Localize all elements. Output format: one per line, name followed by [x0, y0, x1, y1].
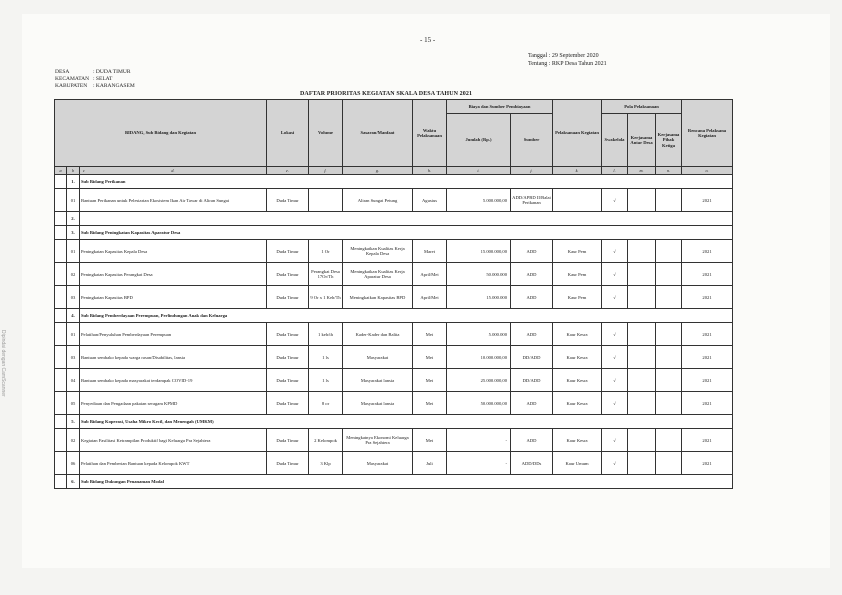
- table-row: [55, 369, 733, 392]
- section-name: Sub Bidang Dukungan Penanaman Modal: [80, 475, 733, 489]
- table-row: [55, 323, 733, 346]
- funding-source: DD/ADD: [511, 346, 553, 369]
- section-name: Sub Bidang Peningkatan Kapasitas Aparatur Desa: [80, 226, 733, 240]
- funding-source: ADD: [511, 263, 553, 286]
- activity-target: Masyarakat lansia: [343, 369, 413, 392]
- activity-amount: 25.000.000,00: [447, 369, 511, 392]
- antar-desa-cell: [628, 189, 656, 212]
- activity-location: Duda Timur: [267, 429, 309, 452]
- antar-desa-cell: [628, 429, 656, 452]
- activity-volume: 1 ls: [309, 346, 343, 369]
- activity-target: Masyarakat: [343, 452, 413, 475]
- activity-time: Mei: [413, 369, 447, 392]
- section-spacer: [55, 175, 67, 189]
- activity-code: 04: [67, 369, 80, 392]
- antar-desa-cell: [628, 369, 656, 392]
- activity-executor: Kaur Pem: [553, 263, 602, 286]
- header-rencana: Rencana Pelaksana Kegiatan: [682, 100, 733, 167]
- table-row: [55, 240, 733, 263]
- tanggal-value: : 29 September 2020: [548, 53, 599, 59]
- section-spacer: [55, 475, 67, 489]
- funding-source: ADD/DDs: [511, 452, 553, 475]
- activity-amount: 10.000.000,00: [447, 346, 511, 369]
- activity-name: Peningkatan Kapasitas Kepala Desa: [80, 240, 267, 263]
- section-row: [55, 212, 733, 226]
- section-number: 5.: [67, 415, 80, 429]
- funding-source: ADD: [511, 240, 553, 263]
- activity-target: Meningkatkan Kapasitas BPD: [343, 286, 413, 309]
- document-meta: [528, 52, 607, 68]
- row-spacer: [55, 263, 67, 286]
- activity-amount: 5.000.000: [447, 323, 511, 346]
- location-key: KABUPATEN: [55, 83, 88, 89]
- activity-name: Pelatihan dan Pemberian Bantuan kepada Kelompok KWT: [80, 452, 267, 475]
- plan-year: 2021: [682, 240, 733, 263]
- swakelola-check: √: [602, 323, 628, 346]
- antar-desa-cell: [628, 240, 656, 263]
- header-antar-desa: Kerjasama Antar Desa: [628, 114, 656, 167]
- activity-location: Duda Timur: [267, 392, 309, 415]
- column-letter: n.: [656, 167, 682, 175]
- activity-amount: 50.000.000,00: [447, 392, 511, 415]
- activity-volume: 1 ls: [309, 369, 343, 392]
- priority-table: [54, 99, 733, 489]
- section-spacer: [55, 309, 67, 323]
- row-spacer: [55, 323, 67, 346]
- column-letter: j.: [511, 167, 553, 175]
- activity-target: Masyarakat lansia: [343, 392, 413, 415]
- header-pelaksana: Pelaksanaan Kegiatan: [553, 100, 602, 167]
- section-row: [55, 475, 733, 489]
- section-number: 1.: [67, 175, 80, 189]
- plan-year: 2021: [682, 452, 733, 475]
- pihak-ketiga-cell: [656, 369, 682, 392]
- activity-amount: 50.000.000: [447, 263, 511, 286]
- activity-name: Pelatihan/Penyuluhan Pemberdayaan Perempuan: [80, 323, 267, 346]
- activity-executor: Kaur Kesra: [553, 323, 602, 346]
- activity-amount: 15.000.000: [447, 286, 511, 309]
- column-letter-row: [55, 167, 733, 175]
- section-spacer: [55, 226, 67, 240]
- row-spacer: [55, 189, 67, 212]
- activity-time: Mei: [413, 346, 447, 369]
- pihak-ketiga-cell: [656, 286, 682, 309]
- plan-year: 2021: [682, 263, 733, 286]
- row-spacer: [55, 429, 67, 452]
- column-letter: c: [83, 168, 85, 173]
- antar-desa-cell: [628, 452, 656, 475]
- activity-name: Kegiatan Fasilitasi Ketrampilan Produktif bagi Keluarga Pra Sejahtera: [80, 429, 267, 452]
- funding-source: ADD: [511, 323, 553, 346]
- activity-executor: Kaur Umum: [553, 452, 602, 475]
- activity-name: Peningkatan Kapasitas BPD: [80, 286, 267, 309]
- activity-code: 01: [67, 323, 80, 346]
- activity-code: 02: [67, 263, 80, 286]
- activity-location: Duda Timur: [267, 263, 309, 286]
- table-row: [55, 189, 733, 212]
- section-name: Sub Bidang Koperasi, Usaha Mikro Kecil, dan Menengah (UMKM): [80, 415, 733, 429]
- location-key: DESA: [55, 69, 70, 75]
- header-swakelola: Swakelola: [602, 114, 628, 167]
- swakelola-check: √: [602, 452, 628, 475]
- location-key: KECAMATAN: [55, 76, 90, 82]
- activity-location: Duda Timur: [267, 346, 309, 369]
- activity-target: Aliran Sungai Petung: [343, 189, 413, 212]
- activity-name: Penyediaan dan Pengadaan pakaian seragam KPMD: [80, 392, 267, 415]
- activity-volume: 9 Or x 1 Keh/Th: [309, 286, 343, 309]
- activity-amount: -: [447, 429, 511, 452]
- activity-executor: Kaur Kesra: [553, 429, 602, 452]
- activity-volume: 2 Kelompok: [309, 429, 343, 452]
- funding-source: ADD: [511, 429, 553, 452]
- activity-executor: Kaur Pem: [553, 286, 602, 309]
- activity-time: Juli: [413, 452, 447, 475]
- header-waktu: Waktu Pelaksanaan: [413, 100, 447, 167]
- section-name: Sub Bidang Perikanan: [80, 175, 733, 189]
- activity-amount: 15.000.000,00: [447, 240, 511, 263]
- activity-target: Meningkatkan Kualitas Kerja Kepala Desa: [343, 240, 413, 263]
- activity-code: 02: [67, 429, 80, 452]
- column-letter: a: [55, 167, 67, 175]
- activity-volume: 3 Klp: [309, 452, 343, 475]
- row-spacer: [55, 346, 67, 369]
- activity-name: Peningkatan Kapasitas Perangkat Desa: [80, 263, 267, 286]
- section-spacer: [55, 415, 67, 429]
- header-sasaran: Sasaran/Manfaat: [343, 100, 413, 167]
- plan-year: 2021: [682, 346, 733, 369]
- swakelola-check: √: [602, 369, 628, 392]
- funding-source: DD/ADD: [511, 369, 553, 392]
- activity-name: Bantuan sembako kepada masyarakat terdampak COVID-19: [80, 369, 267, 392]
- header-jumlah: Jumlah (Rp.): [447, 114, 511, 167]
- table-body: [55, 167, 733, 489]
- pihak-ketiga-cell: [656, 452, 682, 475]
- section-spacer: [55, 212, 67, 226]
- section-name: [80, 212, 733, 226]
- row-spacer: [55, 452, 67, 475]
- pihak-ketiga-cell: [656, 392, 682, 415]
- table-title: DAFTAR PRIORITAS KEGIATAN SKALA DESA TAHUN 2021: [300, 91, 473, 97]
- header-bidang: BIDANG, Sub Bidang dan Kegiatan: [55, 100, 267, 167]
- row-spacer: [55, 369, 67, 392]
- activity-time: April/Mei: [413, 286, 447, 309]
- column-letter: e.: [267, 167, 309, 175]
- activity-location: Duda Timur: [267, 240, 309, 263]
- swakelola-check: √: [602, 392, 628, 415]
- page-number: - 15 -: [420, 36, 436, 44]
- activity-volume: 1 keh/th: [309, 323, 343, 346]
- table-row: [55, 346, 733, 369]
- activity-location: Duda Timur: [267, 323, 309, 346]
- header-lokasi: Lokasi: [267, 100, 309, 167]
- swakelola-check: √: [602, 189, 628, 212]
- activity-target: Meningkatkan Kualitas Kerja Aparatur Desa: [343, 263, 413, 286]
- section-number: 6.: [67, 475, 80, 489]
- column-letter: o.: [682, 167, 733, 175]
- section-row: [55, 226, 733, 240]
- antar-desa-cell: [628, 323, 656, 346]
- antar-desa-cell: [628, 392, 656, 415]
- activity-executor: [553, 189, 602, 212]
- column-letter: [80, 167, 267, 175]
- plan-year: 2021: [682, 189, 733, 212]
- table-row: [55, 286, 733, 309]
- row-spacer: [55, 240, 67, 263]
- table-row: [55, 452, 733, 475]
- activity-amount: 5.000.000,00: [447, 189, 511, 212]
- activity-code: 01: [67, 189, 80, 212]
- pihak-ketiga-cell: [656, 263, 682, 286]
- column-letter: d.: [171, 168, 175, 173]
- section-number: 4.: [67, 309, 80, 323]
- column-letter: l.: [602, 167, 628, 175]
- header-volume: Volume: [309, 100, 343, 167]
- header-biaya: Biaya dan Sumber Pembiayaan: [447, 100, 553, 114]
- row-spacer: [55, 286, 67, 309]
- activity-executor: Kaur Kesra: [553, 346, 602, 369]
- activity-target: Kader-Kader dan Balita: [343, 323, 413, 346]
- location-block: [55, 69, 135, 90]
- activity-code: 03: [67, 286, 80, 309]
- activity-executor: Kaur Kesra: [553, 392, 602, 415]
- section-number: 3.: [67, 226, 80, 240]
- antar-desa-cell: [628, 346, 656, 369]
- swakelola-check: √: [602, 346, 628, 369]
- activity-location: Duda Timur: [267, 189, 309, 212]
- activity-time: Mei: [413, 392, 447, 415]
- location-value: : SELAT: [93, 76, 113, 82]
- activity-target: Meningkatnya Ekonomi Keluarga Pra Sejahtera: [343, 429, 413, 452]
- activity-code: 03: [67, 346, 80, 369]
- section-row: [55, 415, 733, 429]
- section-name: Sub Bidang Pemberdayaan Perempuan, Perlindungan Anak dan Keluarga: [80, 309, 733, 323]
- activity-time: Agustus: [413, 189, 447, 212]
- activity-location: Duda Timur: [267, 286, 309, 309]
- activity-volume: 1 Or: [309, 240, 343, 263]
- tentang-label: Tentang: [528, 61, 548, 67]
- plan-year: 2021: [682, 392, 733, 415]
- column-letter: h.: [413, 167, 447, 175]
- activity-location: Duda Timur: [267, 369, 309, 392]
- antar-desa-cell: [628, 286, 656, 309]
- table-row: [55, 429, 733, 452]
- activity-target: Masyarakat: [343, 346, 413, 369]
- table-row: [55, 263, 733, 286]
- activity-name: Bantuan Perikanan untuk Pelestarian Ekosistem Ikan Air Tawar di Aliran Sungai: [80, 189, 267, 212]
- swakelola-check: √: [602, 263, 628, 286]
- plan-year: 2021: [682, 369, 733, 392]
- activity-code: 06: [67, 452, 80, 475]
- activity-name: Bantuan sembako kepada warga rasan/Disabilitas, lansia: [80, 346, 267, 369]
- swakelola-check: √: [602, 240, 628, 263]
- location-value: : DUDA TIMUR: [93, 69, 131, 75]
- location-value: : KARANGASEM: [93, 83, 135, 89]
- column-letter: f.: [309, 167, 343, 175]
- activity-location: Duda Timur: [267, 452, 309, 475]
- pihak-ketiga-cell: [656, 323, 682, 346]
- plan-year: 2021: [682, 429, 733, 452]
- plan-year: 2021: [682, 286, 733, 309]
- antar-desa-cell: [628, 263, 656, 286]
- tentang-value: : RKP Desa Tahun 2021: [548, 61, 607, 67]
- pihak-ketiga-cell: [656, 189, 682, 212]
- activity-time: April/Mei: [413, 263, 447, 286]
- activity-time: Mei: [413, 323, 447, 346]
- table-row: [55, 392, 733, 415]
- scanner-watermark: Dipindai dengan CamScanner: [0, 330, 6, 397]
- activity-volume: [309, 189, 343, 212]
- activity-volume: 8 or: [309, 392, 343, 415]
- activity-time: Maret: [413, 240, 447, 263]
- plan-year: 2021: [682, 323, 733, 346]
- activity-executor: Kaur Kesra: [553, 369, 602, 392]
- swakelola-check: √: [602, 286, 628, 309]
- row-spacer: [55, 392, 67, 415]
- pihak-ketiga-cell: [656, 240, 682, 263]
- column-letter: g.: [343, 167, 413, 175]
- column-letter: m.: [628, 167, 656, 175]
- header-pola: Pola Pelaksanaan: [602, 100, 682, 114]
- swakelola-check: √: [602, 429, 628, 452]
- activity-code: 01: [67, 240, 80, 263]
- section-number: 2.: [67, 212, 80, 226]
- activity-amount: -: [447, 452, 511, 475]
- column-letter: b: [67, 167, 80, 175]
- funding-source: ADD/APBD II/Balai Perikanan: [511, 189, 553, 212]
- column-letter: k.: [553, 167, 602, 175]
- funding-source: ADD: [511, 392, 553, 415]
- activity-code: 05: [67, 392, 80, 415]
- activity-executor: Kaur Pem: [553, 240, 602, 263]
- pihak-ketiga-cell: [656, 429, 682, 452]
- section-row: [55, 175, 733, 189]
- section-row: [55, 309, 733, 323]
- column-letter: i.: [447, 167, 511, 175]
- tanggal-label: Tanggal: [528, 53, 548, 59]
- header-sumber: Sumber: [511, 114, 553, 167]
- funding-source: ADD: [511, 286, 553, 309]
- pihak-ketiga-cell: [656, 346, 682, 369]
- header-pihak-ketiga: Kerjasama Pihak Ketiga: [656, 114, 682, 167]
- activity-time: Mei: [413, 429, 447, 452]
- activity-volume: Perangkat Desa 17Or/Th: [309, 263, 343, 286]
